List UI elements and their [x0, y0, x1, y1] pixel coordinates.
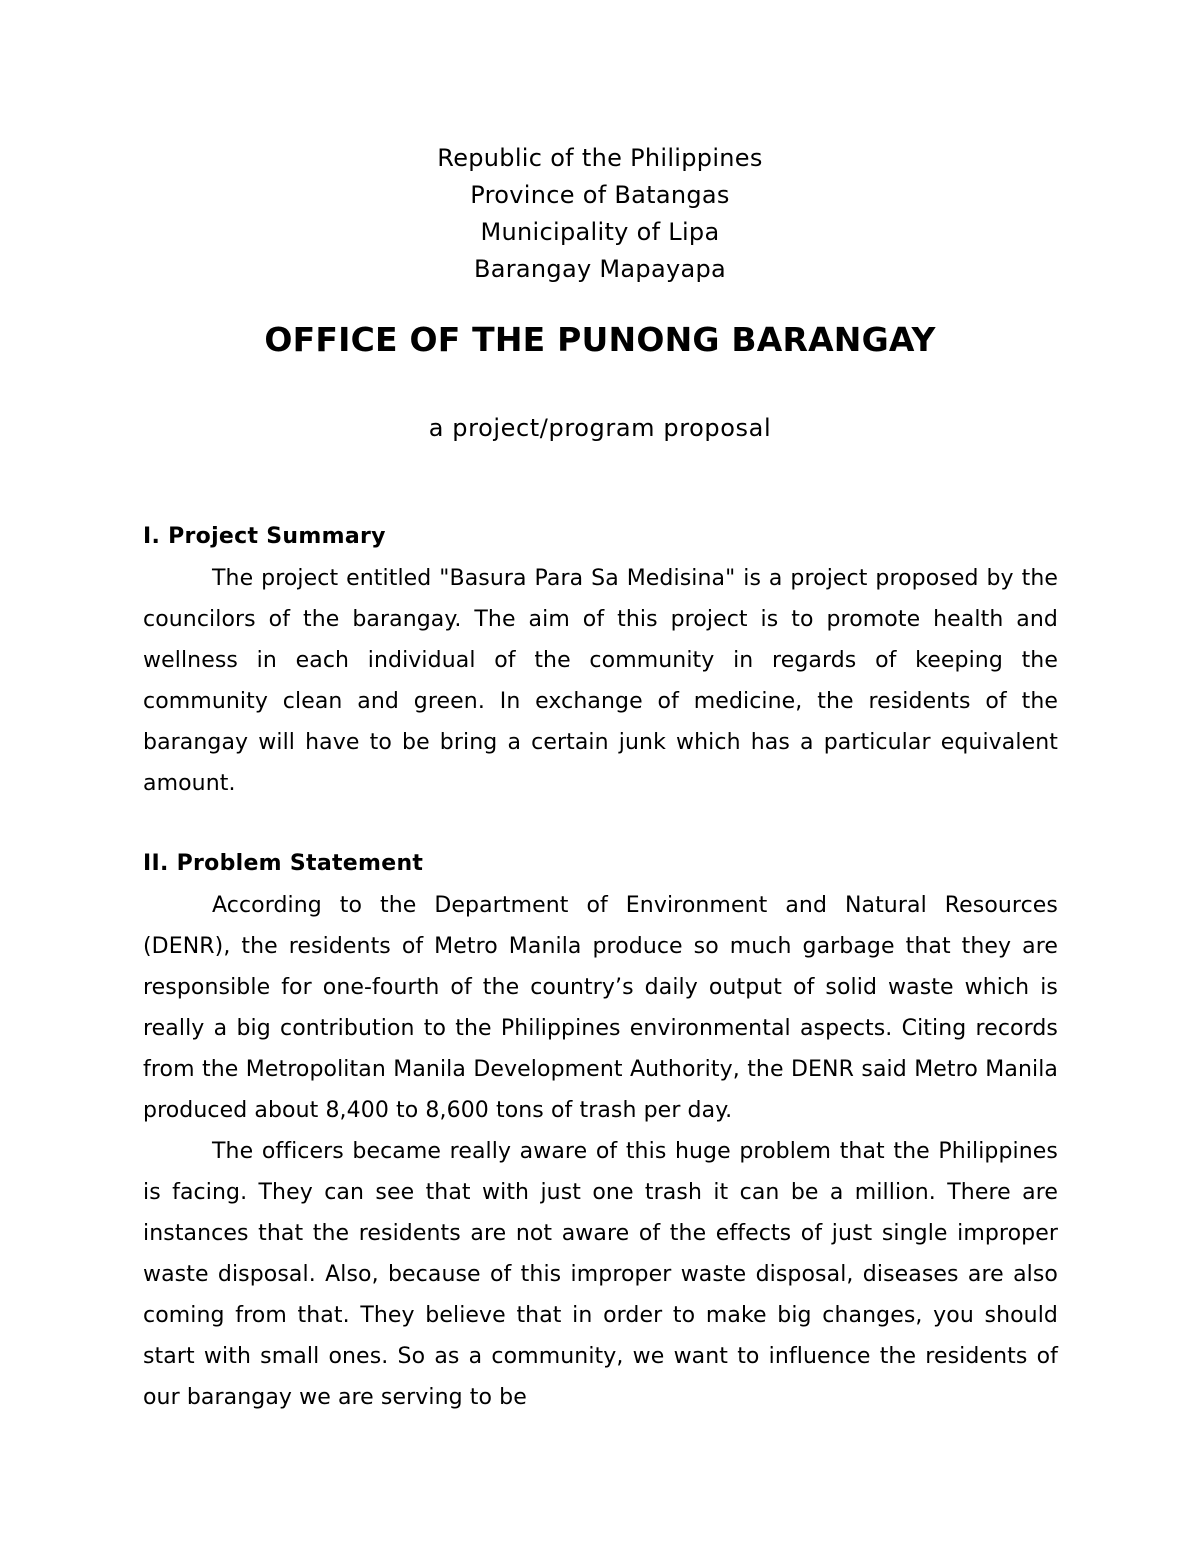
letterhead	[0, 140, 1200, 288]
paragraph: The project entitled "Basura Para Sa Medisina" is a project proposed by the councilors of the barangay. The aim of this project is to promote health and wellness in each individual of the community in regards of keeping the community clean and green. In exchange of medicine, the residents of the barangay will have to be bring a certain junk which has a particular equivalent amount.	[143, 566, 1058, 796]
header-province: Province of Batangas	[470, 181, 730, 209]
document-subtitle: a project/program proposal	[428, 414, 772, 442]
header-republic: Republic of the Philippines	[437, 144, 763, 172]
office-title: OFFICE OF THE PUNONG BARANGAY	[264, 320, 936, 359]
section-heading: I. Project Summary	[143, 524, 386, 549]
paragraph: According to the Department of Environment and Natural Resources (DENR), the residents of Metro Manila produce so much garbage that they are responsible for one-fourth of the country’s daily output of solid waste which is really a big contribution to the Philippines environmental aspects. Citing records from the Metropolitan Manila Development Authority, the DENR said Metro Manila produced about 8,400 to 8,600 tons of trash per day.	[143, 893, 1058, 1123]
section-heading: II. Problem Statement	[143, 851, 424, 876]
header-barangay: Barangay Mapayapa	[473, 255, 727, 283]
header-municipality: Municipality of Lipa	[480, 218, 720, 246]
paragraph: The officers became really aware of this huge problem that the Philippines is facing. They can see that with just one trash it can be a million. There are instances that the residents are not aware of the effects of just single improper waste disposal. Also, because of this improper waste disposal, diseases are also coming from that. They believe that in order to make big changes, you should start with small ones. So as a community, we want to influence the residents of our barangay we are serving to be	[143, 1139, 1058, 1410]
section-problem-statement	[143, 849, 1058, 1418]
section-project-summary	[143, 522, 1058, 804]
